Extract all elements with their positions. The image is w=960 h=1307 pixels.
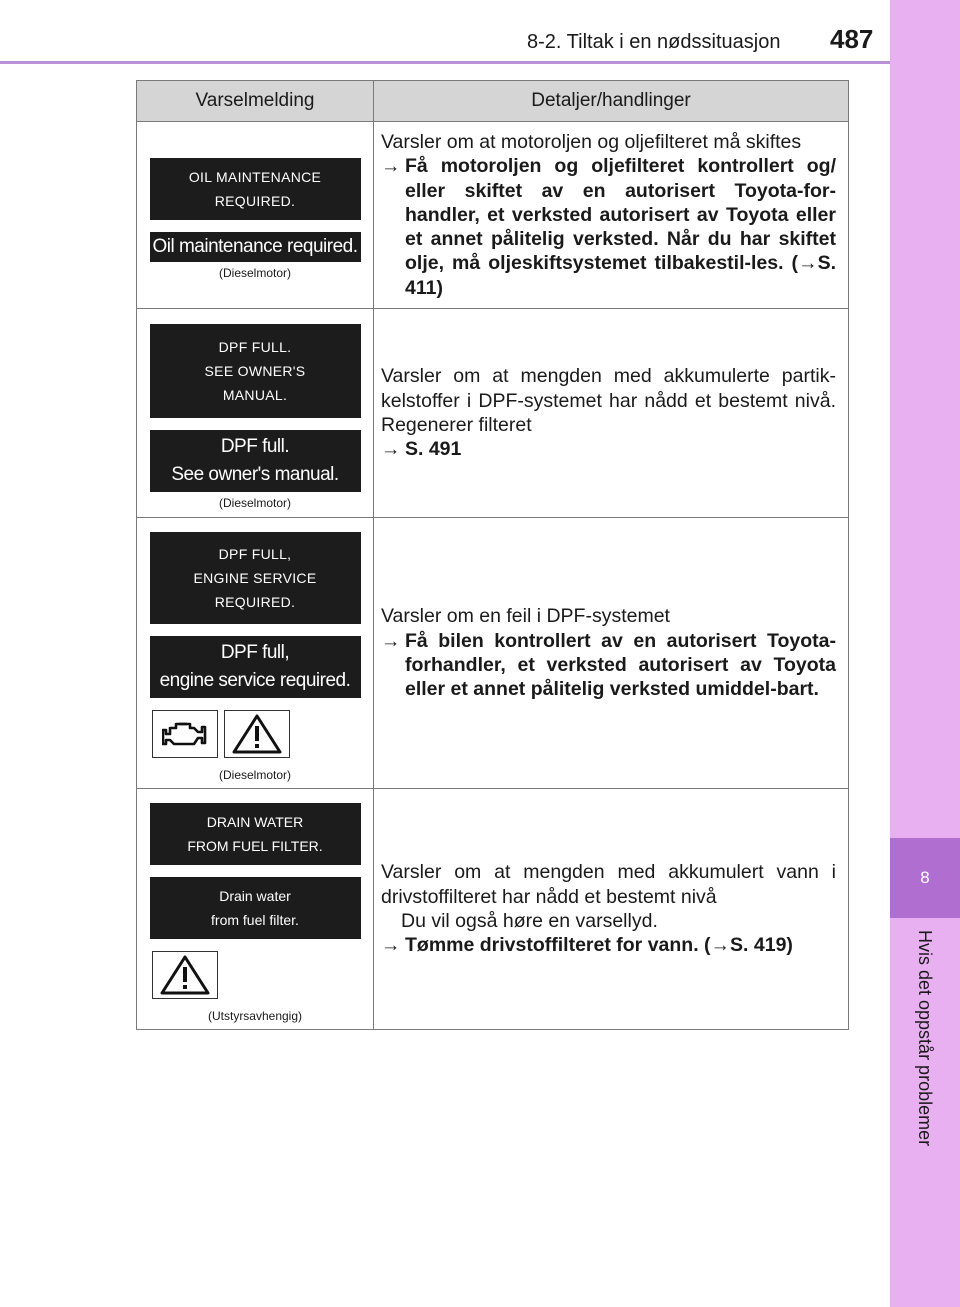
caption: (Utstyrsavhengig) [207, 1009, 303, 1024]
description: Varsler om at motoroljen og oljefilteret må skiftes [381, 131, 802, 153]
arrow-icon: → [381, 629, 401, 652]
table-header-row [137, 81, 849, 122]
message-line: See owner's manual. [171, 464, 339, 486]
message-line: DPF full. [220, 436, 290, 458]
warning-message-display [150, 158, 361, 220]
details-cell [374, 122, 849, 309]
message-cell [137, 789, 374, 1030]
table-row [137, 518, 849, 789]
message-line: FROM FUEL FILTER. [187, 838, 323, 855]
action [381, 437, 836, 461]
warning-message-display [150, 324, 361, 418]
action [381, 154, 836, 300]
arrow-icon: → [381, 934, 401, 957]
column-header-details: Detaljer/handlinger [374, 81, 849, 122]
action-text: Få bilen kontrollert av en autorisert Toyota-forhandler, et verksted autorisert av Toyota eller et annet pålitelig verksted umiddel-bart. [405, 629, 836, 701]
details-cell [374, 518, 849, 789]
message-line: engine service required. [159, 670, 351, 692]
message-line: REQUIRED. [214, 193, 296, 210]
warning-triangle-icon [152, 951, 218, 999]
page-reference: S. 411) [405, 252, 836, 299]
caption: (Dieselmotor) [218, 768, 291, 783]
description: Varsler om at mengden med akkumulerte partik-kelstoffer i DPF-systemet har nådd et bestemt nivå. Regenerer filteret [381, 365, 836, 437]
arrow-icon: → [710, 934, 731, 957]
table-row [137, 122, 849, 309]
table-row [137, 309, 849, 518]
message-line: REQUIRED. [214, 594, 296, 611]
message-line: DPF full, [220, 642, 290, 664]
message-line: Oil maintenance required. [152, 236, 358, 258]
action-text: Få motoroljen og oljefilteret kontrollert og/ eller skiftet av en autorisert Toyota-for-handler, et verksted autorisert av Toyota eller et annet pålitelig verksted. Når du har skiftet olje, må oljeskiftsystemet tilbakestil-les. ( [405, 155, 836, 275]
arrow-icon: → [798, 252, 818, 275]
caption: (Dieselmotor) [218, 496, 291, 511]
arrow-icon: → [381, 155, 401, 178]
warning-message-display-alt [150, 877, 361, 939]
action [381, 933, 836, 957]
details-cell [374, 789, 849, 1030]
sub-note: Du vil også høre en varsellyd. [401, 910, 658, 933]
warning-message-table [136, 80, 849, 1030]
arrow-icon: → [381, 438, 401, 461]
column-header-message: Varselmelding [137, 81, 374, 122]
action-text: Tømme drivstoffilteret for vann. ( [405, 934, 711, 957]
header-rule [0, 61, 890, 64]
caption: (Dieselmotor) [218, 266, 291, 281]
warning-message-display-alt [150, 636, 361, 698]
message-line: Drain water [219, 888, 291, 905]
message-cell [137, 518, 374, 789]
page-reference: S. 419) [730, 934, 793, 957]
action [381, 629, 836, 702]
warning-message-display-alt [150, 430, 361, 492]
indicator-icons [152, 951, 373, 999]
engine-check-icon [152, 710, 218, 758]
warning-message-display-alt [150, 232, 361, 262]
message-line: DRAIN WATER [206, 814, 304, 831]
warning-message-display [150, 532, 361, 624]
description: Varsler om en feil i DPF-systemet [381, 605, 670, 628]
details-cell [374, 309, 849, 518]
chapter-title: Hvis det oppstår problemer [915, 930, 935, 1147]
chapter-number: 8 [890, 838, 960, 918]
message-line: DPF FULL. [218, 339, 292, 356]
message-cell [137, 122, 374, 309]
message-line: DPF FULL, [218, 546, 292, 563]
message-cell [137, 309, 374, 518]
section-title: 8-2. Tiltak i en nødssituasjon [527, 31, 781, 53]
message-line: OIL MAINTENANCE [188, 169, 322, 186]
message-line: from fuel filter. [211, 912, 299, 929]
page-number: 487 [830, 24, 874, 54]
warning-triangle-icon [224, 710, 290, 758]
table-row [137, 789, 849, 1030]
warning-message-display [150, 803, 361, 865]
description: Varsler om at mengden med akkumulert vann i drivstoffilteret har nådd et bestemt nivå [381, 861, 836, 908]
indicator-icons [152, 710, 373, 758]
message-line: ENGINE SERVICE [193, 570, 317, 587]
message-line: SEE OWNER'S [204, 363, 306, 380]
page-reference: S. 491 [405, 438, 462, 461]
message-line: MANUAL. [222, 387, 288, 404]
